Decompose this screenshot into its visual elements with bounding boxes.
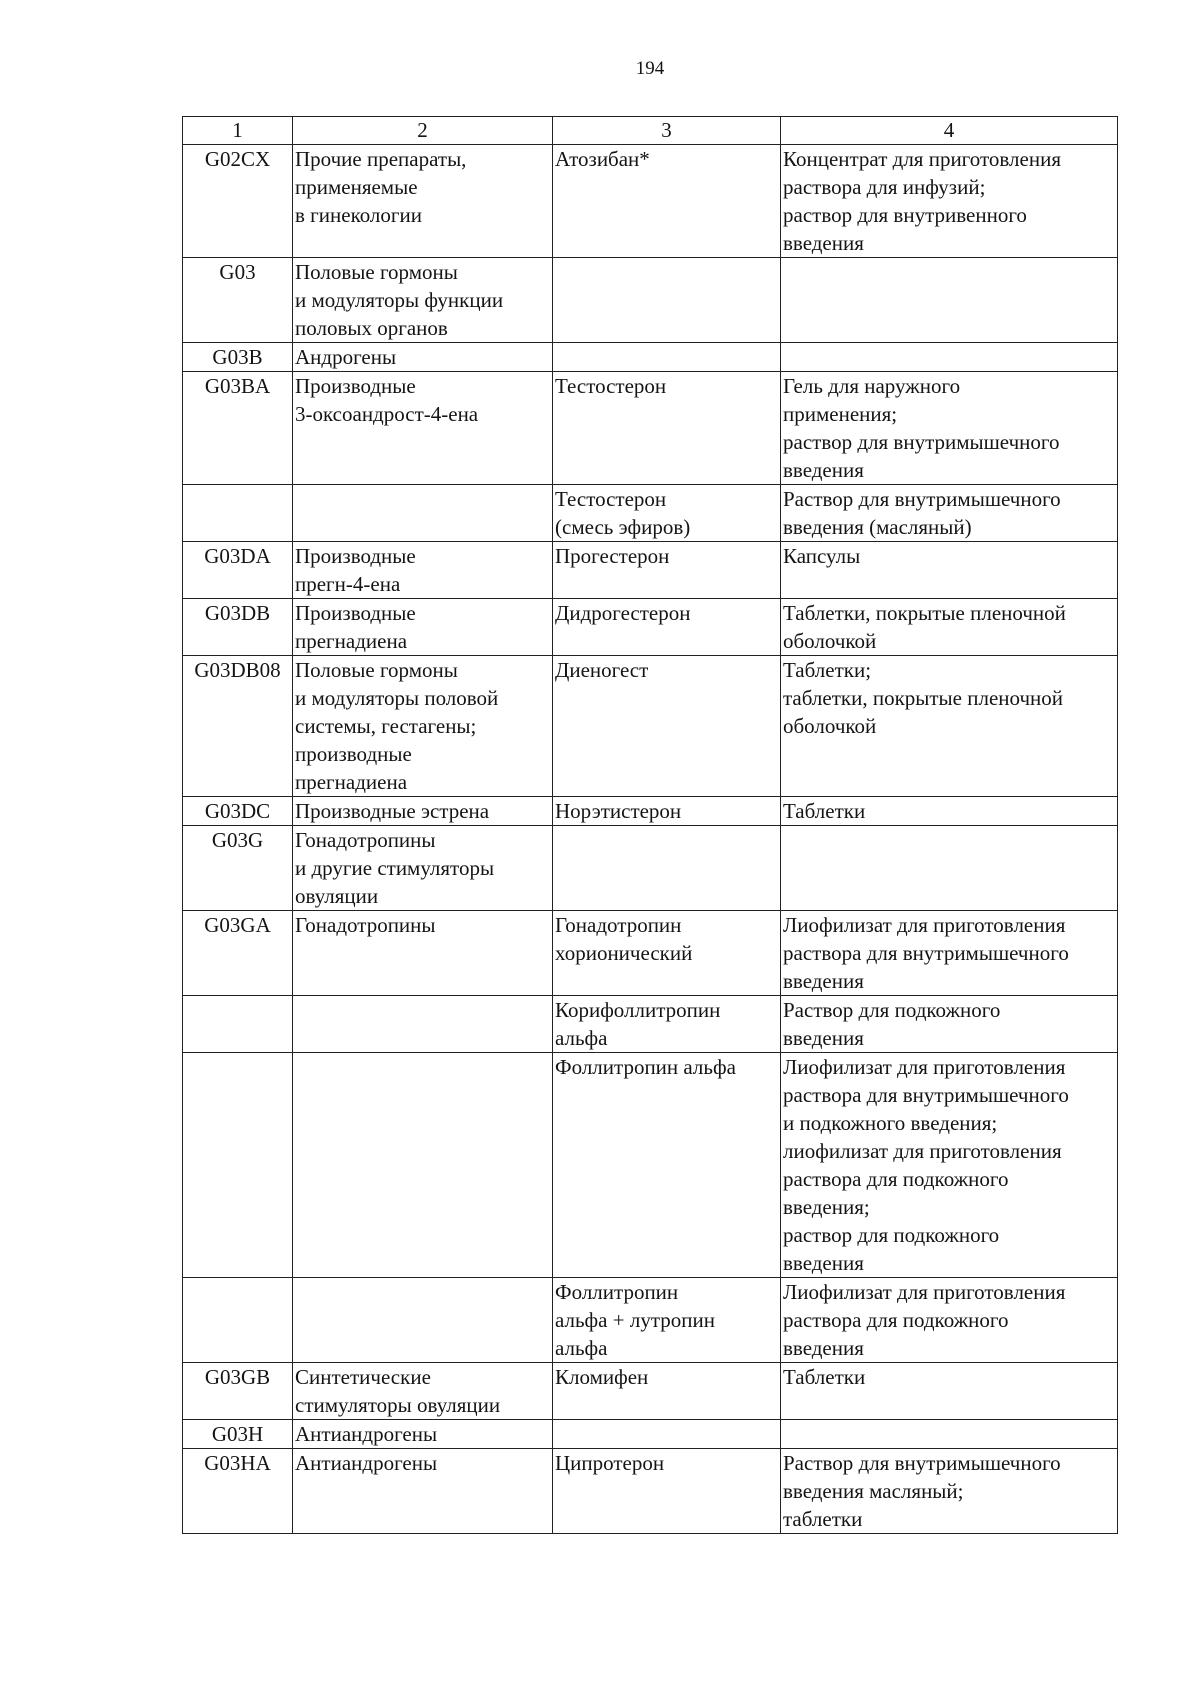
drug-name-cell — [553, 145, 781, 258]
group-name-cell — [293, 145, 553, 258]
drug-name-cell — [553, 1363, 781, 1420]
table-row — [183, 1420, 1118, 1449]
group-name-cell — [293, 826, 553, 911]
dosage-form-text: Лиофилизат для приготовления раствора для внутримышечного и подкожного введения; лиофилизат для приготовления раствора для подкожного введения; раствор для подкожного введения — [783, 1055, 1069, 1275]
group-name-cell — [293, 1420, 553, 1449]
atc-code-cell: G03DC — [183, 797, 293, 826]
drug-name-cell — [553, 1278, 781, 1363]
table-row — [183, 1278, 1118, 1363]
atc-code-cell: G03BA — [183, 372, 293, 485]
group-name-text: Андрогены — [295, 345, 397, 369]
group-name-text: Половые гормоны и модуляторы функции половых органов — [295, 260, 504, 340]
drug-name-cell — [553, 1420, 781, 1449]
table-row — [183, 826, 1118, 911]
group-name-cell — [293, 599, 553, 656]
dosage-form-text: Таблетки — [783, 799, 866, 823]
atc-code-cell: G03DB08 — [183, 656, 293, 797]
group-name-cell — [293, 1278, 553, 1363]
dosage-form-cell — [781, 656, 1118, 797]
atc-code-cell — [183, 485, 293, 542]
group-name-text: Синтетические стимуляторы овуляции — [295, 1365, 501, 1417]
table-row — [183, 258, 1118, 343]
dosage-form-cell — [781, 1449, 1118, 1534]
group-name-text: Производные прегнадиена — [295, 601, 416, 653]
dosage-form-text: Концентрат для приготовления раствора для инфузий; раствор для внутривенного введения — [783, 147, 1061, 255]
drug-classification-table — [182, 116, 1118, 1534]
dosage-form-cell — [781, 485, 1118, 542]
column-header-1: 1 — [183, 117, 293, 145]
dosage-form-text: Капсулы — [783, 544, 861, 568]
atc-code-cell: G03GB — [183, 1363, 293, 1420]
dosage-form-text: Гель для наружного применения; раствор для внутримышечного введения — [783, 374, 1060, 482]
drug-name-cell — [553, 1449, 781, 1534]
drug-name-cell — [553, 343, 781, 372]
drug-name-cell — [553, 826, 781, 911]
drug-name-cell — [553, 1053, 781, 1278]
table-row — [183, 542, 1118, 599]
drug-name-cell — [553, 372, 781, 485]
table-row — [183, 797, 1118, 826]
dosage-form-cell — [781, 911, 1118, 996]
drug-name-cell — [553, 996, 781, 1053]
table-row — [183, 372, 1118, 485]
group-name-cell — [293, 542, 553, 599]
dosage-form-text: Лиофилизат для приготовления раствора для подкожного введения — [783, 1280, 1066, 1360]
group-name-cell — [293, 372, 553, 485]
atc-code-cell: G02CX — [183, 145, 293, 258]
atc-code-cell — [183, 1278, 293, 1363]
drug-name-text: Прогестерон — [555, 544, 670, 568]
group-name-cell — [293, 797, 553, 826]
atc-code-cell: G03G — [183, 826, 293, 911]
dosage-form-text: Таблетки — [783, 1365, 866, 1389]
dosage-form-cell — [781, 542, 1118, 599]
dosage-form-cell — [781, 145, 1118, 258]
drug-name-cell — [553, 599, 781, 656]
atc-code-cell: G03 — [183, 258, 293, 343]
dosage-form-cell — [781, 372, 1118, 485]
column-header-4: 4 — [781, 117, 1118, 145]
group-name-text: Производные эстрена — [295, 799, 490, 823]
dosage-form-cell — [781, 1053, 1118, 1278]
dosage-form-text: Раствор для подкожного введения — [783, 998, 1001, 1050]
dosage-form-cell — [781, 1420, 1118, 1449]
table-row — [183, 1363, 1118, 1420]
table-row — [183, 1449, 1118, 1534]
dosage-form-text: Раствор для внутримышечного введения (масляный) — [783, 487, 1061, 539]
atc-code-cell: G03DA — [183, 542, 293, 599]
drug-name-cell — [553, 797, 781, 826]
dosage-form-cell — [781, 1278, 1118, 1363]
dosage-form-text: Таблетки; таблетки, покрытые пленочной оболочкой — [783, 658, 1064, 738]
drug-name-text: Кломифен — [555, 1365, 649, 1389]
drug-name-text: Атозибан* — [555, 147, 650, 171]
drug-name-cell — [553, 911, 781, 996]
drug-name-text: Диеногест — [555, 658, 649, 682]
table-row — [183, 599, 1118, 656]
drug-name-text: Тестостерон — [555, 374, 667, 398]
drug-name-text: Фоллитропин альфа — [555, 1055, 736, 1079]
atc-code-cell: G03HA — [183, 1449, 293, 1534]
table-row — [183, 485, 1118, 542]
drug-name-cell — [553, 258, 781, 343]
atc-code-cell: G03DB — [183, 599, 293, 656]
table-row — [183, 1053, 1118, 1278]
group-name-cell — [293, 343, 553, 372]
atc-code-cell — [183, 996, 293, 1053]
dosage-form-cell — [781, 996, 1118, 1053]
group-name-cell — [293, 485, 553, 542]
drug-name-text: Тестостерон (смесь эфиров) — [555, 487, 691, 539]
drug-name-text: Норэтистерон — [555, 799, 682, 823]
atc-code-cell: G03B — [183, 343, 293, 372]
table-row — [183, 145, 1118, 258]
dosage-form-cell — [781, 1363, 1118, 1420]
dosage-form-cell — [781, 599, 1118, 656]
drug-name-cell — [553, 542, 781, 599]
group-name-cell — [293, 1053, 553, 1278]
dosage-form-text: Лиофилизат для приготовления раствора для внутримышечного введения — [783, 913, 1069, 993]
table-row — [183, 656, 1118, 797]
group-name-text: Производные 3-оксоандрост-4-ена — [295, 374, 479, 426]
table-row — [183, 911, 1118, 996]
group-name-text: Гонадотропины и другие стимуляторы овуляции — [295, 828, 495, 908]
drug-name-text: Ципротерон — [555, 1451, 665, 1475]
group-name-text: Половые гормоны и модуляторы половой системы, гестагены; производные прегнадиена — [295, 658, 499, 794]
atc-code-cell: G03GA — [183, 911, 293, 996]
dosage-form-text: Таблетки, покрытые пленочной оболочкой — [783, 601, 1066, 653]
dosage-form-text: Раствор для внутримышечного введения масляный; таблетки — [783, 1451, 1061, 1531]
group-name-cell — [293, 656, 553, 797]
atc-code-cell: G03H — [183, 1420, 293, 1449]
group-name-text: Антиандрогены — [295, 1422, 438, 1446]
dosage-form-cell — [781, 258, 1118, 343]
dosage-form-cell — [781, 797, 1118, 826]
group-name-cell — [293, 996, 553, 1053]
drug-name-text: Дидрогестерон — [555, 601, 691, 625]
group-name-text: Антиандрогены — [295, 1451, 438, 1475]
column-header-2: 2 — [293, 117, 553, 145]
dosage-form-cell — [781, 343, 1118, 372]
drug-name-text: Гонадотропин хорионический — [555, 913, 693, 965]
drug-name-text: Корифоллитропин альфа — [555, 998, 721, 1050]
drug-name-cell — [553, 656, 781, 797]
dosage-form-cell — [781, 826, 1118, 911]
group-name-text: Производные прегн-4-ена — [295, 544, 416, 596]
group-name-text: Прочие препараты, применяемые в гинекологии — [295, 147, 467, 227]
group-name-text: Гонадотропины — [295, 913, 436, 937]
drug-name-cell — [553, 485, 781, 542]
group-name-cell — [293, 258, 553, 343]
group-name-cell — [293, 911, 553, 996]
table-header-row — [183, 117, 1118, 145]
table-row — [183, 996, 1118, 1053]
table-row — [183, 343, 1118, 372]
drug-name-text: Фоллитропин альфа + лутропин альфа — [555, 1280, 715, 1360]
group-name-cell — [293, 1449, 553, 1534]
page-number: 194 — [635, 58, 665, 79]
column-header-3: 3 — [553, 117, 781, 145]
atc-code-cell — [183, 1053, 293, 1278]
group-name-cell — [293, 1363, 553, 1420]
